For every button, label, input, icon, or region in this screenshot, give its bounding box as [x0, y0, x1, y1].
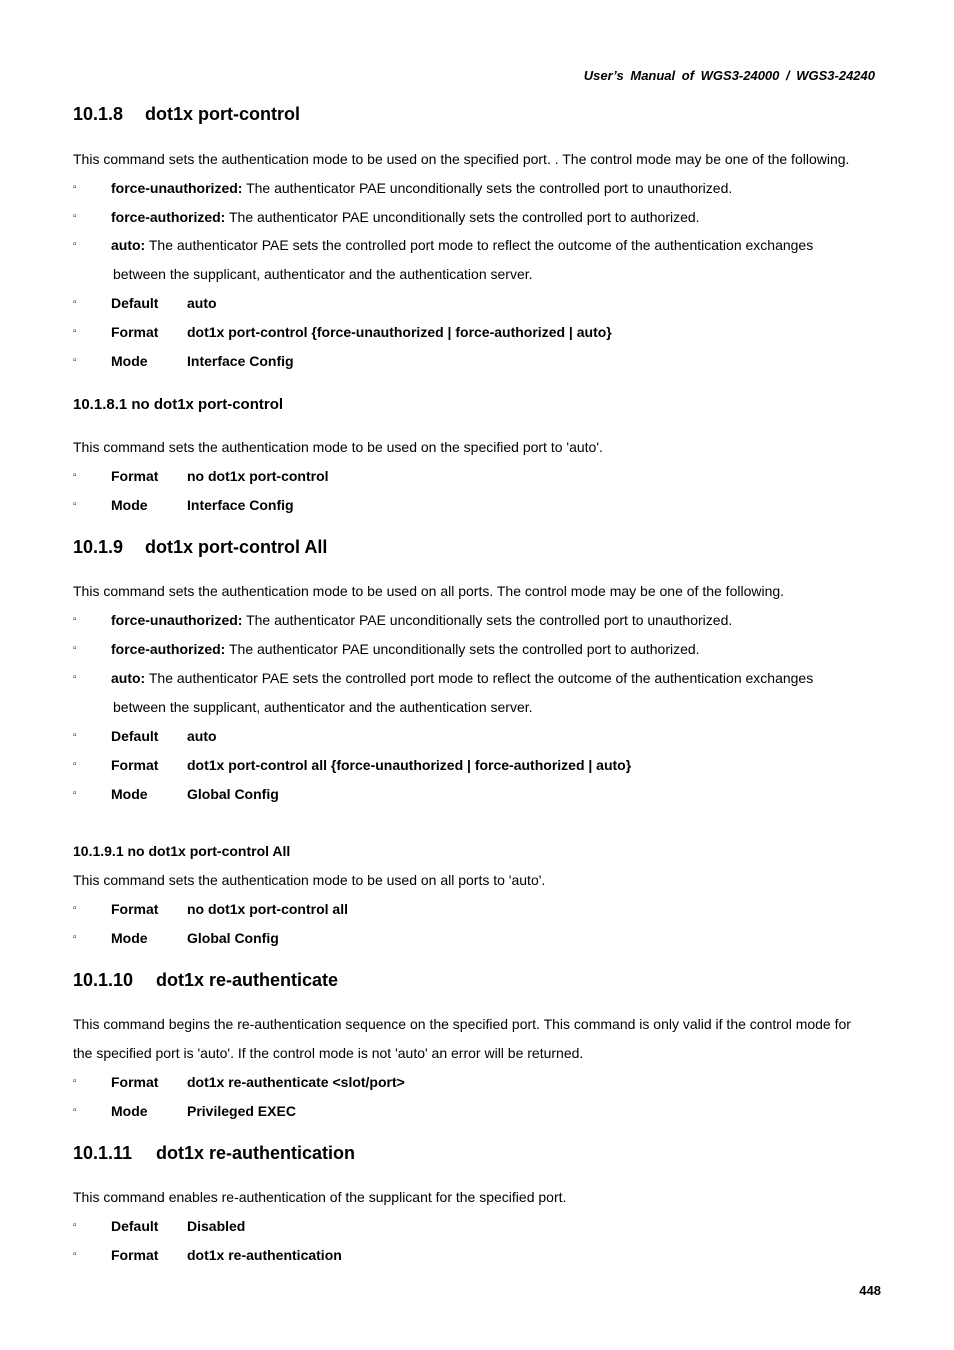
bullet-icon: ▫ [73, 1249, 77, 1260]
field-label: Format [111, 1074, 159, 1090]
option-text: The authenticator PAE unconditionally sets the controlled port to authorized. [225, 641, 700, 657]
page-number: 448 [859, 1283, 881, 1298]
field-value: dot1x port-control all {force-unauthorized | force-authorized | auto} [187, 757, 632, 773]
section-heading-10-1-10 [73, 970, 338, 991]
subsection-description: This command sets the authentication mode to be used on all ports to 'auto'. [73, 872, 546, 888]
bullet-icon: ▫ [73, 672, 77, 683]
section-description: This command sets the authentication mode to be used on the specified port. . The control mode may be one of the following. [73, 151, 850, 167]
section-description-line1: This command begins the re-authentication sequence on the specified port. This command is only valid if the control mode for [73, 1016, 851, 1032]
field-label: Format [111, 757, 159, 773]
section-description: This command enables re-authentication of the supplicant for the specified port. [73, 1189, 567, 1205]
field-value: dot1x re-authentication [187, 1247, 342, 1263]
option-term: force-unauthorized: [111, 180, 243, 196]
option-term: force-authorized: [111, 641, 226, 657]
section-title: dot1x port-control [145, 104, 300, 124]
section-heading-10-1-11 [73, 1143, 355, 1164]
bullet-icon: ▫ [73, 470, 77, 481]
option-auto-continuation: between the supplicant, authenticator and the authentication server. [113, 699, 533, 715]
bullet-icon: ▫ [73, 297, 77, 308]
field-label: Mode [111, 353, 148, 369]
option-term: force-unauthorized: [111, 612, 243, 628]
section-description: This command sets the authentication mode to be used on all ports. The control mode may be one of the following. [73, 583, 785, 599]
field-label: Mode [111, 930, 148, 946]
field-label: Default [111, 1218, 159, 1234]
field-value: Privileged EXEC [187, 1103, 296, 1119]
section-number: 10.1.9 [73, 537, 124, 557]
subsection-description: This command sets the authentication mode to be used on the specified port to 'auto'. [73, 439, 603, 455]
bullet-icon: ▫ [73, 903, 77, 914]
field-value: dot1x port-control {force-unauthorized | force-authorized | auto} [187, 324, 612, 340]
bullet-icon: ▫ [73, 1105, 77, 1116]
option-text: The authenticator PAE sets the controlled port mode to reflect the outcome of the authentication exchanges [145, 237, 814, 253]
option-term: force-authorized: [111, 209, 226, 225]
field-label: Format [111, 468, 159, 484]
bullet-icon: ▫ [73, 355, 77, 366]
field-value: Global Config [187, 786, 279, 802]
option-term: auto: [111, 670, 146, 686]
bullet-icon: ▫ [73, 730, 77, 741]
subsection-heading-10-1-8-1: 10.1.8.1 no dot1x port-control [73, 396, 284, 413]
bullet-icon: ▫ [73, 932, 77, 943]
option-term: auto: [111, 237, 146, 253]
section-title: dot1x port-control All [145, 537, 328, 557]
section-heading-10-1-9 [73, 537, 327, 558]
option-text: The authenticator PAE sets the controlled port mode to reflect the outcome of the authentication exchanges [145, 670, 814, 686]
bullet-icon: ▫ [73, 614, 77, 625]
field-value: Global Config [187, 930, 279, 946]
bullet-icon: ▫ [73, 788, 77, 799]
field-label: Format [111, 1247, 159, 1263]
option-text: The authenticator PAE unconditionally sets the controlled port to authorized. [225, 209, 700, 225]
field-label: Default [111, 295, 159, 311]
section-title: dot1x re-authenticate [156, 970, 339, 990]
field-value: no dot1x port-control [187, 468, 329, 484]
bullet-icon: ▫ [73, 499, 77, 510]
bullet-icon: ▫ [73, 239, 77, 250]
option-text: The authenticator PAE unconditionally sets the controlled port to unauthorized. [242, 180, 733, 196]
field-value: Disabled [187, 1218, 246, 1234]
bullet-icon: ▫ [73, 759, 77, 770]
bullet-icon: ▫ [73, 643, 77, 654]
field-label: Default [111, 728, 159, 744]
field-value: Interface Config [187, 497, 294, 513]
bullet-icon: ▫ [73, 1220, 77, 1231]
field-value: no dot1x port-control all [187, 901, 348, 917]
field-label: Mode [111, 1103, 148, 1119]
bullet-icon: ▫ [73, 211, 77, 222]
bullet-icon: ▫ [73, 326, 77, 337]
option-text: The authenticator PAE unconditionally sets the controlled port to unauthorized. [242, 612, 733, 628]
bullet-icon: ▫ [73, 182, 77, 193]
field-value: Interface Config [187, 353, 294, 369]
section-title: dot1x re-authentication [156, 1143, 356, 1163]
page-header-title: User’s Manual of WGS3-24000 / WGS3-24240 [583, 68, 875, 83]
field-value: dot1x re-authenticate <slot/port> [187, 1074, 405, 1090]
section-number: 10.1.10 [73, 970, 134, 990]
subsection-heading-10-1-9-1: 10.1.9.1 no dot1x port-control All [73, 843, 291, 859]
field-value: auto [187, 295, 217, 311]
section-number: 10.1.11 [73, 1143, 133, 1163]
section-heading-10-1-8 [73, 104, 300, 125]
section-number: 10.1.8 [73, 104, 124, 124]
option-auto-continuation: between the supplicant, authenticator and the authentication server. [113, 266, 533, 282]
field-label: Mode [111, 786, 148, 802]
field-label: Format [111, 901, 159, 917]
field-label: Format [111, 324, 159, 340]
field-value: auto [187, 728, 217, 744]
bullet-icon: ▫ [73, 1076, 77, 1087]
field-label: Mode [111, 497, 148, 513]
section-description-line2: the specified port is 'auto'. If the control mode is not 'auto' an error will be returned. [73, 1045, 584, 1061]
